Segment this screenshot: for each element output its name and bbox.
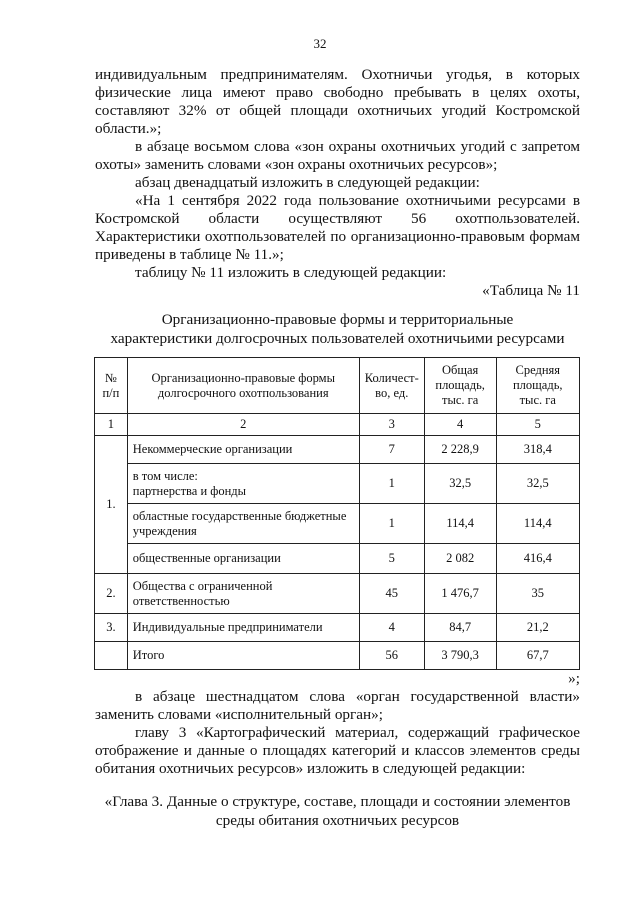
row-avg: 114,4 (496, 504, 579, 544)
row-avg: 416,4 (496, 544, 579, 574)
row-num: 3. (95, 614, 128, 642)
chapter-heading-line2: среды обитания охотничьих ресурсов (215, 812, 460, 829)
header-total-area: Общая площадь, тыс. га (424, 358, 496, 414)
row-form: Индивидуальные предприниматели (127, 614, 359, 642)
row-form-line1: в том числе: (132, 468, 198, 483)
table-header-row (95, 358, 580, 414)
table-title (95, 310, 580, 348)
col-number: 3 (359, 414, 424, 436)
row-avg: 318,4 (496, 436, 579, 464)
body-text (95, 66, 580, 300)
chapter-heading (95, 792, 580, 830)
row-form: Общества с ограниченной ответственностью (127, 574, 359, 614)
paragraph-twelfth-abzac: абзац двенадцатый изложить в следующей редакции: (135, 174, 480, 191)
paragraph-eighth-abzac: в абзаце восьмом слова «зон охраны охотничьих угодий с запретом охоты» заменить словами «зон охраны охотничьих ресурсов»; (95, 138, 580, 173)
row-avg: 32,5 (496, 464, 579, 504)
row-total: 84,7 (424, 614, 496, 642)
header-avg-area: Средняя площадь, тыс. га (496, 358, 579, 414)
table-row (95, 544, 580, 574)
table-label: «Таблица № 11 (482, 282, 580, 299)
row-form-line2: партнерства и фонды (132, 483, 247, 498)
header-num: № п/п (95, 358, 128, 414)
row-total: 1 476,7 (424, 574, 496, 614)
row-count: 7 (359, 436, 424, 464)
row-count: 5 (359, 544, 424, 574)
row-total: 3 790,3 (424, 642, 496, 670)
chapter-heading-line1: «Глава 3. Данные о структуре, составе, площади и состоянии элементов (104, 793, 571, 810)
row-num: 1. (95, 436, 128, 574)
row-total: 2 082 (424, 544, 496, 574)
table-row (95, 574, 580, 614)
paragraph-continuation: индивидуальным предпринимателям. Охотничьи угодья, в которых физические лица имеют право свободно пребывать в целях охоты, составляют 32% от общей площади охотничьих угодий Костромской области.»; (95, 66, 580, 137)
paragraph-quote-2022: «На 1 сентября 2022 года пользование охотничьими ресурсами в Костромской области осуществляют 56 охотпользователей. Характеристики охотпользователей по организационно-правовым формам приведены в таблице № 11.»; (95, 192, 580, 263)
table-row (95, 464, 580, 504)
table-title-line1: Организационно-правовые формы и территориальные (161, 311, 514, 328)
table-title-line2: характеристики долгосрочных пользователей охотничьими ресурсами (110, 330, 565, 347)
row-num: 2. (95, 574, 128, 614)
row-num (95, 642, 128, 670)
row-count: 1 (359, 504, 424, 544)
table-row (95, 504, 580, 544)
paragraph-table-intro: таблицу № 11 изложить в следующей редакции: (135, 264, 447, 281)
row-total: 114,4 (424, 504, 496, 544)
row-avg: 67,7 (496, 642, 579, 670)
col-number: 4 (424, 414, 496, 436)
row-total: 2 228,9 (424, 436, 496, 464)
column-number-row (95, 414, 580, 436)
row-count: 4 (359, 614, 424, 642)
row-form: Итого (127, 642, 359, 670)
table-row-total (95, 642, 580, 670)
row-form (127, 464, 359, 504)
row-count: 56 (359, 642, 424, 670)
header-count: Количест-во, ед. (359, 358, 424, 414)
header-form: Организационно-правовые формы долгосрочного охотпользования (127, 358, 359, 414)
paragraph-sixteenth-abzac: в абзаце шестнадцатом слова «орган государственной власти» заменить словами «исполнительный орган»; (95, 688, 580, 723)
after-table-text (95, 670, 580, 778)
row-avg: 21,2 (496, 614, 579, 642)
row-count: 1 (359, 464, 424, 504)
row-avg: 35 (496, 574, 579, 614)
row-total: 32,5 (424, 464, 496, 504)
col-number: 2 (127, 414, 359, 436)
row-form: Некоммерческие организации (127, 436, 359, 464)
table-row (95, 614, 580, 642)
col-number: 1 (95, 414, 128, 436)
row-form: областные государственные бюджетные учреждения (127, 504, 359, 544)
page-number: 32 (313, 36, 327, 51)
row-count: 45 (359, 574, 424, 614)
table-close: »; (568, 670, 580, 687)
paragraph-chapter3: главу 3 «Картографический материал, содержащий графическое отображение и данные о площадях категорий и классов элементов среды обитания охотничьих ресурсов» изложить в следующей редакции: (95, 724, 580, 777)
data-table (94, 357, 580, 670)
row-form: общественные организации (127, 544, 359, 574)
table-row (95, 436, 580, 464)
col-number: 5 (496, 414, 579, 436)
